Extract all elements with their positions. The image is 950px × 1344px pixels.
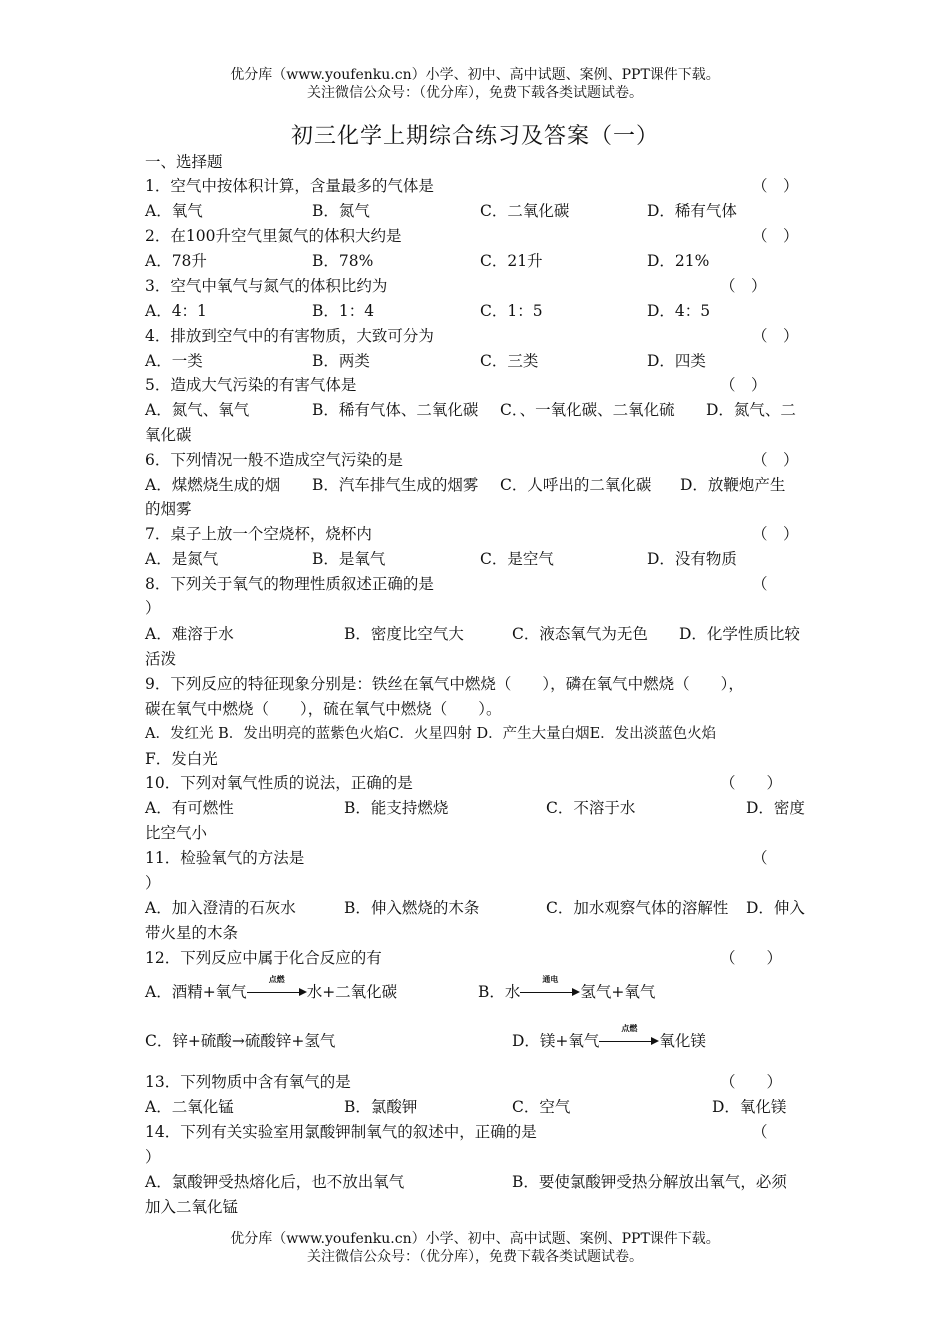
q13-option-d: D．氧化镁 bbox=[712, 1098, 787, 1116]
q9-line-2: 碳在氧气中燃烧（ ），硫在氧气中燃烧（ ）。 bbox=[145, 700, 502, 718]
q10-option-d-continued: 比空气小 bbox=[145, 824, 208, 842]
section-heading: 一、选择题 bbox=[145, 153, 223, 171]
q5-option-d: D．氮气、二 bbox=[706, 401, 796, 419]
q9-options-line: A．发红光 B．发出明亮的蓝紫色火焰C．火星四射 D．产生大量白烟E．发出淡蓝色火焰 bbox=[145, 726, 717, 742]
q12-option-d-products: 氧化镁 bbox=[659, 1032, 706, 1050]
q1-option-b: B．氮气 bbox=[312, 202, 370, 220]
q1-option-d: D．稀有气体 bbox=[647, 202, 737, 220]
q6-option-b: B．汽车排气生成的烟雾 bbox=[312, 476, 479, 494]
q7-option-b: B．是氧气 bbox=[312, 550, 386, 568]
q5-option-d-continued: 氧化碳 bbox=[145, 426, 192, 444]
header-line-1: 优分库（www.youfenku.cn）小学、初中、高中试题、案例、PPT课件下载。 bbox=[230, 67, 720, 83]
q7-answer-paren: （ ） bbox=[752, 525, 799, 543]
q8-option-c: C．液态氧气为无色 bbox=[512, 625, 648, 643]
q14-option-b: B．要使氯酸钾受热分解放出氧气，必须 bbox=[512, 1173, 787, 1191]
q1-stem: 1．空气中按体积计算，含量最多的气体是 bbox=[145, 177, 434, 195]
q8-paren-open: （ bbox=[752, 575, 768, 593]
q13-stem: 13．下列物质中含有氧气的是 bbox=[145, 1073, 351, 1091]
q12-option-d-condition: 点燃 bbox=[621, 1023, 638, 1033]
q3-option-d: D．4：5 bbox=[647, 302, 711, 320]
q3-option-c: C．1：5 bbox=[480, 302, 543, 320]
q1-option-c: C．二氧化碳 bbox=[480, 202, 570, 220]
q6-option-a: A．煤燃烧生成的烟 bbox=[145, 476, 281, 494]
q12-option-a-products: 水+二氧化碳 bbox=[306, 983, 398, 1001]
q5-answer-paren: （ ） bbox=[720, 376, 767, 394]
q12-answer-paren: （ ） bbox=[720, 949, 783, 967]
q12-option-b bbox=[478, 974, 656, 1003]
q2-answer-paren: （ ） bbox=[752, 227, 799, 245]
header-line-2: 关注微信公众号：（优分库），免费下载各类试题试卷。 bbox=[307, 85, 643, 101]
q12-option-d-reactants: D．镁+氧气 bbox=[512, 1032, 600, 1050]
q12-option-b-condition: 通电 bbox=[542, 974, 559, 984]
q1-option-a: A．氧气 bbox=[145, 202, 203, 220]
q12-option-a-reactants: A．酒精+氧气 bbox=[145, 983, 247, 1001]
q12-option-a bbox=[145, 974, 398, 1003]
q11-paren-open: （ bbox=[752, 849, 768, 867]
reaction-arrow-icon bbox=[520, 974, 580, 1003]
q14-stem: 14．下列有关实验室用氯酸钾制氧气的叙述中，正确的是 bbox=[145, 1123, 537, 1141]
q6-option-d: D．放鞭炮产生 bbox=[680, 476, 786, 494]
q5-option-b: B．稀有气体、二氧化碳 bbox=[312, 401, 479, 419]
q7-stem: 7．桌子上放一个空烧杯，烧杯内 bbox=[145, 525, 372, 543]
q4-option-b: B．两类 bbox=[312, 352, 370, 370]
q13-option-b: B．氯酸钾 bbox=[344, 1098, 418, 1116]
page-title: 初三化学上期综合练习及答案（一） bbox=[290, 124, 659, 149]
q11-stem: 11．检验氧气的方法是 bbox=[145, 849, 305, 867]
footer-line-2: 关注微信公众号：（优分库），免费下载各类试题试卷。 bbox=[307, 1249, 643, 1265]
q11-option-c: C．加水观察气体的溶解性 bbox=[546, 899, 729, 917]
q2-option-a: A．78升 bbox=[145, 252, 207, 270]
q5-option-c: C．、一氧化碳、二氧化硫 bbox=[500, 401, 675, 419]
q11-option-d: D．伸入 bbox=[746, 899, 805, 917]
q8-option-b: B．密度比空气大 bbox=[344, 625, 464, 643]
q12-option-b-reactants: B．水 bbox=[478, 983, 521, 1001]
q13-answer-paren: （ ） bbox=[720, 1073, 783, 1091]
q4-option-d: D．四类 bbox=[647, 352, 706, 370]
q14-option-a: A．氯酸钾受热熔化后，也不放出氧气 bbox=[145, 1173, 405, 1191]
q9-line-1: 9．下列反应的特征现象分别是：铁丝在氧气中燃烧（ ），磷在氧气中燃烧（ ）， bbox=[145, 675, 744, 693]
q7-option-c: C．是空气 bbox=[480, 550, 554, 568]
q6-option-d-continued: 的烟雾 bbox=[145, 500, 192, 518]
q6-stem: 6．下列情况一般不造成空气污染的是 bbox=[145, 451, 403, 469]
q2-option-b: B．78% bbox=[312, 252, 374, 270]
q3-stem: 3．空气中氧气与氮气的体积比约为 bbox=[145, 277, 388, 295]
q4-option-a: A．一类 bbox=[145, 352, 203, 370]
q12-option-b-products: 氢气+氧气 bbox=[580, 983, 656, 1001]
q7-option-d: D．没有物质 bbox=[647, 550, 737, 568]
q3-option-b: B．1：4 bbox=[312, 302, 375, 320]
q3-answer-paren: （ ） bbox=[720, 277, 767, 295]
q4-answer-paren: （ ） bbox=[752, 327, 799, 345]
q10-stem: 10．下列对氧气性质的说法，正确的是 bbox=[145, 774, 413, 792]
q6-answer-paren: （ ） bbox=[752, 451, 799, 469]
q12-stem: 12．下列反应中属于化合反应的有 bbox=[145, 949, 382, 967]
q5-option-a: A．氮气、氧气 bbox=[145, 401, 250, 419]
q7-option-a: A．是氮气 bbox=[145, 550, 219, 568]
q8-paren-close: ） bbox=[145, 599, 161, 617]
q10-option-a: A．有可燃性 bbox=[145, 799, 234, 817]
q12-option-a-condition: 点燃 bbox=[268, 974, 285, 984]
q12-option-c: C．锌+硫酸→硫酸锌+氢气 bbox=[145, 1032, 336, 1050]
q3-option-a: A．4：1 bbox=[145, 302, 207, 320]
q10-option-b: B．能支持燃烧 bbox=[344, 799, 449, 817]
q2-option-c: C．21升 bbox=[480, 252, 543, 270]
q14-option-b-continued: 加入二氧化锰 bbox=[145, 1198, 239, 1216]
q1-answer-paren: （ ） bbox=[752, 177, 799, 195]
reaction-arrow-icon bbox=[599, 1023, 659, 1052]
q13-option-a: A．二氧化锰 bbox=[145, 1098, 234, 1116]
q4-option-c: C．三类 bbox=[480, 352, 539, 370]
q10-answer-paren: （ ） bbox=[720, 774, 783, 792]
q6-option-c: C．人呼出的二氧化碳 bbox=[500, 476, 652, 494]
q8-option-d-continued: 活泼 bbox=[145, 650, 177, 668]
q10-option-d: D．密度 bbox=[746, 799, 805, 817]
q2-stem: 2．在100升空气里氮气的体积大约是 bbox=[145, 227, 402, 245]
q13-option-c: C．空气 bbox=[512, 1098, 571, 1116]
q11-option-b: B．伸入燃烧的木条 bbox=[344, 899, 480, 917]
q8-stem: 8．下列关于氧气的物理性质叙述正确的是 bbox=[145, 575, 434, 593]
reaction-arrow-icon bbox=[247, 974, 307, 1003]
q8-option-a: A．难溶于水 bbox=[145, 625, 234, 643]
q10-option-c: C．不溶于水 bbox=[546, 799, 636, 817]
q4-stem: 4．排放到空气中的有害物质，大致可分为 bbox=[145, 327, 434, 345]
q14-paren-open: （ bbox=[752, 1123, 768, 1141]
q14-paren-close: ） bbox=[145, 1148, 161, 1166]
q11-paren-close: ） bbox=[145, 874, 161, 892]
q9-option-f: F．发白光 bbox=[145, 750, 218, 768]
q11-option-d-continued: 带火星的木条 bbox=[145, 924, 239, 942]
q2-option-d: D．21% bbox=[647, 252, 710, 270]
q11-option-a: A．加入澄清的石灰水 bbox=[145, 899, 296, 917]
footer-line-1: 优分库（www.youfenku.cn）小学、初中、高中试题、案例、PPT课件下载。 bbox=[230, 1231, 720, 1247]
q5-stem: 5．造成大气污染的有害气体是 bbox=[145, 376, 357, 394]
q8-option-d: D．化学性质比较 bbox=[679, 625, 800, 643]
q12-option-d bbox=[512, 1023, 706, 1052]
